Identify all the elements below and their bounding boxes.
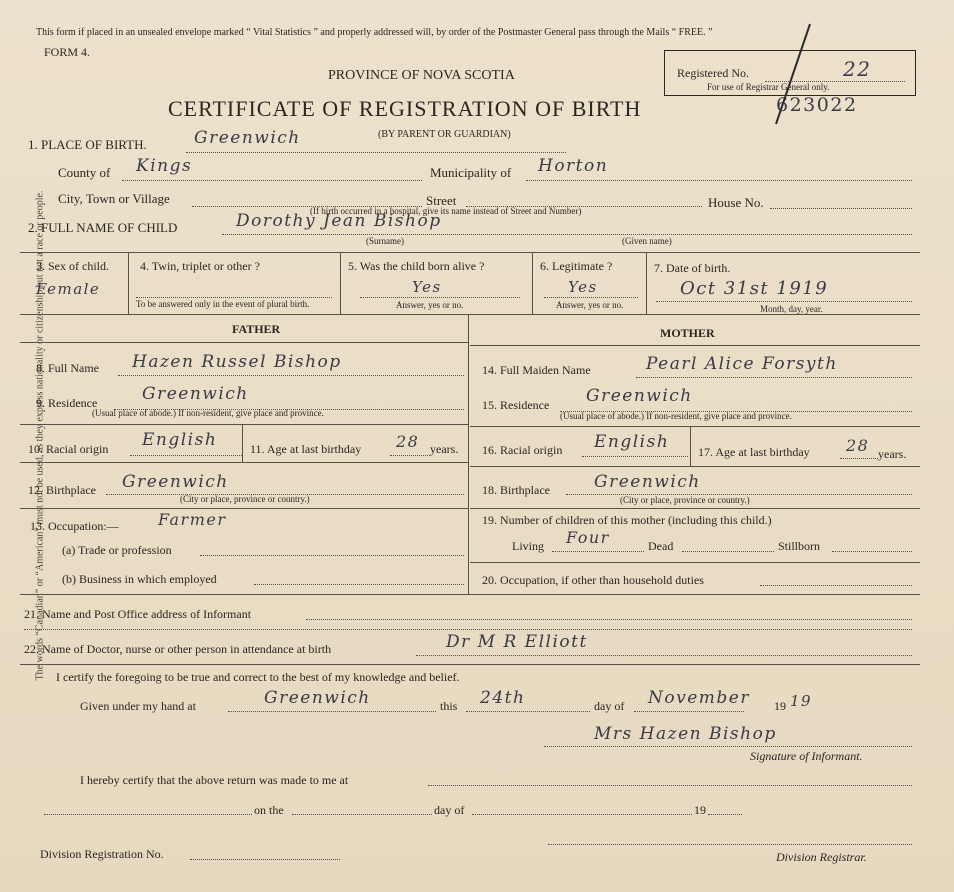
father-birthplace-note: (City or place, province or country.) xyxy=(180,494,310,504)
mother-heading: MOTHER xyxy=(660,326,715,340)
division-registrar-label: Division Registrar. xyxy=(776,850,867,864)
mother-name-value: Pearl Alice Forsyth xyxy=(646,354,838,374)
living-value: Four xyxy=(566,528,610,547)
mother-residence-note: (Usual place of abode.) If non-resident, give place and province. xyxy=(560,411,792,421)
living-label: Living xyxy=(512,539,544,553)
father-residence-note: (Usual place of abode.) If non-resident, give place and province. xyxy=(92,408,324,418)
certify-statement: I certify the foregoing to be true and correct to the best of my knowledge and belief. xyxy=(56,670,460,684)
stillborn-label: Stillborn xyxy=(778,539,821,553)
dead-label: Dead xyxy=(648,539,674,553)
mother-age-value: 28 xyxy=(846,436,870,455)
mother-residence-label: 15. Residence xyxy=(482,398,550,412)
day-of-label: day of xyxy=(594,699,625,713)
legitimate-note: Answer, yes or no. xyxy=(556,300,624,310)
father-occupation-value: Farmer xyxy=(158,510,227,529)
certificate-subtitle: (BY PARENT OR GUARDIAN) xyxy=(378,129,511,140)
father-birthplace-value: Greenwich xyxy=(122,472,229,492)
informant-address-label: 21. Name and Post Office address of Informant xyxy=(24,607,252,621)
mother-birthplace-label: 18. Birthplace xyxy=(482,483,550,497)
given-at-value: Greenwich xyxy=(264,688,371,708)
attendant-value: Dr M R Elliott xyxy=(446,632,588,652)
pen-slash-mark xyxy=(770,20,820,130)
given-at-label: Given under my hand at xyxy=(80,699,196,713)
side-note: The words “Canadian” or “American” must not be used, as they express nationality or citizenship but not a race or people. xyxy=(34,190,46,681)
signature-label: Signature of Informant. xyxy=(750,749,863,763)
father-birthplace-label: 12. Birthplace xyxy=(28,483,96,497)
born-alive-note: Answer, yes or no. xyxy=(396,300,464,310)
given-year-prefix: 19 xyxy=(774,699,786,713)
father-name-value: Hazen Russel Bishop xyxy=(132,352,342,372)
father-racial-value: English xyxy=(142,430,218,450)
father-residence-value: Greenwich xyxy=(142,384,249,404)
certificate-number: 623022 xyxy=(776,94,858,116)
attendant-label: 22. Name of Doctor, nurse or other person in attendance at birth xyxy=(24,642,332,656)
registrar-day-of-label: day of xyxy=(434,803,465,817)
sex-value: Female xyxy=(36,280,101,298)
form-number: FORM 4. xyxy=(44,45,91,59)
father-heading: FATHER xyxy=(232,322,281,336)
child-name-value: Dorothy Jean Bishop xyxy=(236,211,442,231)
registered-label: Registered No. xyxy=(677,66,749,80)
mother-age-unit: years. xyxy=(878,447,907,461)
date-of-birth-label: 7. Date of birth. xyxy=(654,261,731,275)
place-of-birth-value: Greenwich xyxy=(194,128,301,148)
surname-note: (Surname) xyxy=(366,236,404,246)
sex-label: 3. Sex of child. xyxy=(36,259,109,273)
informant-signature: Mrs Hazen Bishop xyxy=(594,724,777,744)
county-value: Kings xyxy=(136,156,193,176)
twin-label: 4. Twin, triplet or other ? xyxy=(140,259,260,273)
child-name-label: 2. FULL NAME OF CHILD xyxy=(28,220,178,235)
mother-occupation-label: 20. Occupation, if other than household duties xyxy=(482,573,704,587)
father-age-label: 11. Age at last birthday xyxy=(250,442,362,456)
born-alive-value: Yes xyxy=(412,278,442,296)
municipality-value: Horton xyxy=(538,156,609,176)
registrar-note: For use of Registrar General only. xyxy=(707,82,830,92)
given-name-note: (Given name) xyxy=(622,236,672,246)
on-the-label: on the xyxy=(254,803,284,817)
father-racial-label: 10. Racial origin xyxy=(28,442,109,456)
date-of-birth-value: Oct 31st 1919 xyxy=(680,278,829,299)
father-age-unit: years. xyxy=(430,442,459,456)
mother-residence-value: Greenwich xyxy=(586,386,693,406)
this-label: this xyxy=(440,699,458,713)
trade-label: (a) Trade or profession xyxy=(62,543,172,557)
hospital-note: (If birth occurred in a hospital, give its name instead of Street and Number) xyxy=(310,206,582,216)
date-of-birth-note: Month, day, year. xyxy=(760,304,823,314)
registrar-year-label: 19 xyxy=(694,803,706,817)
business-label: (b) Business in which employed xyxy=(62,572,217,586)
postal-notice: This form if placed in an unsealed envelope marked “ Vital Statistics ” and properly addressed will, by order of the Postmaster General pass through the Mails “ FREE. ” xyxy=(36,27,713,38)
given-day-value: 24th xyxy=(480,688,526,708)
registrar-certify: I hereby certify that the above return was made to me at xyxy=(80,773,349,787)
division-registration-label: Division Registration No. xyxy=(40,847,164,861)
house-no-label: House No. xyxy=(708,195,764,210)
province-heading: PROVINCE OF NOVA SCOTIA xyxy=(328,68,515,83)
mother-birthplace-value: Greenwich xyxy=(594,472,701,492)
mother-racial-value: English xyxy=(594,432,670,452)
mother-age-label: 17. Age at last birthday xyxy=(698,445,810,459)
municipality-label: Municipality of xyxy=(430,165,512,180)
registered-value: 22 xyxy=(843,57,872,81)
father-occupation-label: 13. Occupation:— xyxy=(30,519,119,533)
county-label: County of xyxy=(58,165,111,180)
father-residence-label: 9. Residence xyxy=(36,396,98,410)
given-year-value: 19 xyxy=(790,692,813,710)
twin-note: To be answered only in the event of plural birth. xyxy=(136,299,310,309)
certificate-title: CERTIFICATE OF REGISTRATION OF BIRTH xyxy=(168,96,642,121)
place-of-birth-label: 1. PLACE OF BIRTH. xyxy=(28,137,147,152)
legitimate-label: 6. Legitimate ? xyxy=(540,259,613,273)
father-age-value: 28 xyxy=(396,432,420,451)
mother-birthplace-note: (City or place, province or country.) xyxy=(620,495,750,505)
street-label: Street xyxy=(426,193,457,208)
mother-name-label: 14. Full Maiden Name xyxy=(482,363,591,377)
children-count-label: 19. Number of children of this mother (including this child.) xyxy=(482,513,772,527)
city-label: City, Town or Village xyxy=(58,191,170,206)
legitimate-value: Yes xyxy=(568,278,598,296)
father-name-label: 8. Full Name xyxy=(36,361,99,375)
given-month-value: November xyxy=(648,688,750,708)
mother-racial-label: 16. Racial origin xyxy=(482,443,563,457)
born-alive-label: 5. Was the child born alive ? xyxy=(348,259,485,273)
